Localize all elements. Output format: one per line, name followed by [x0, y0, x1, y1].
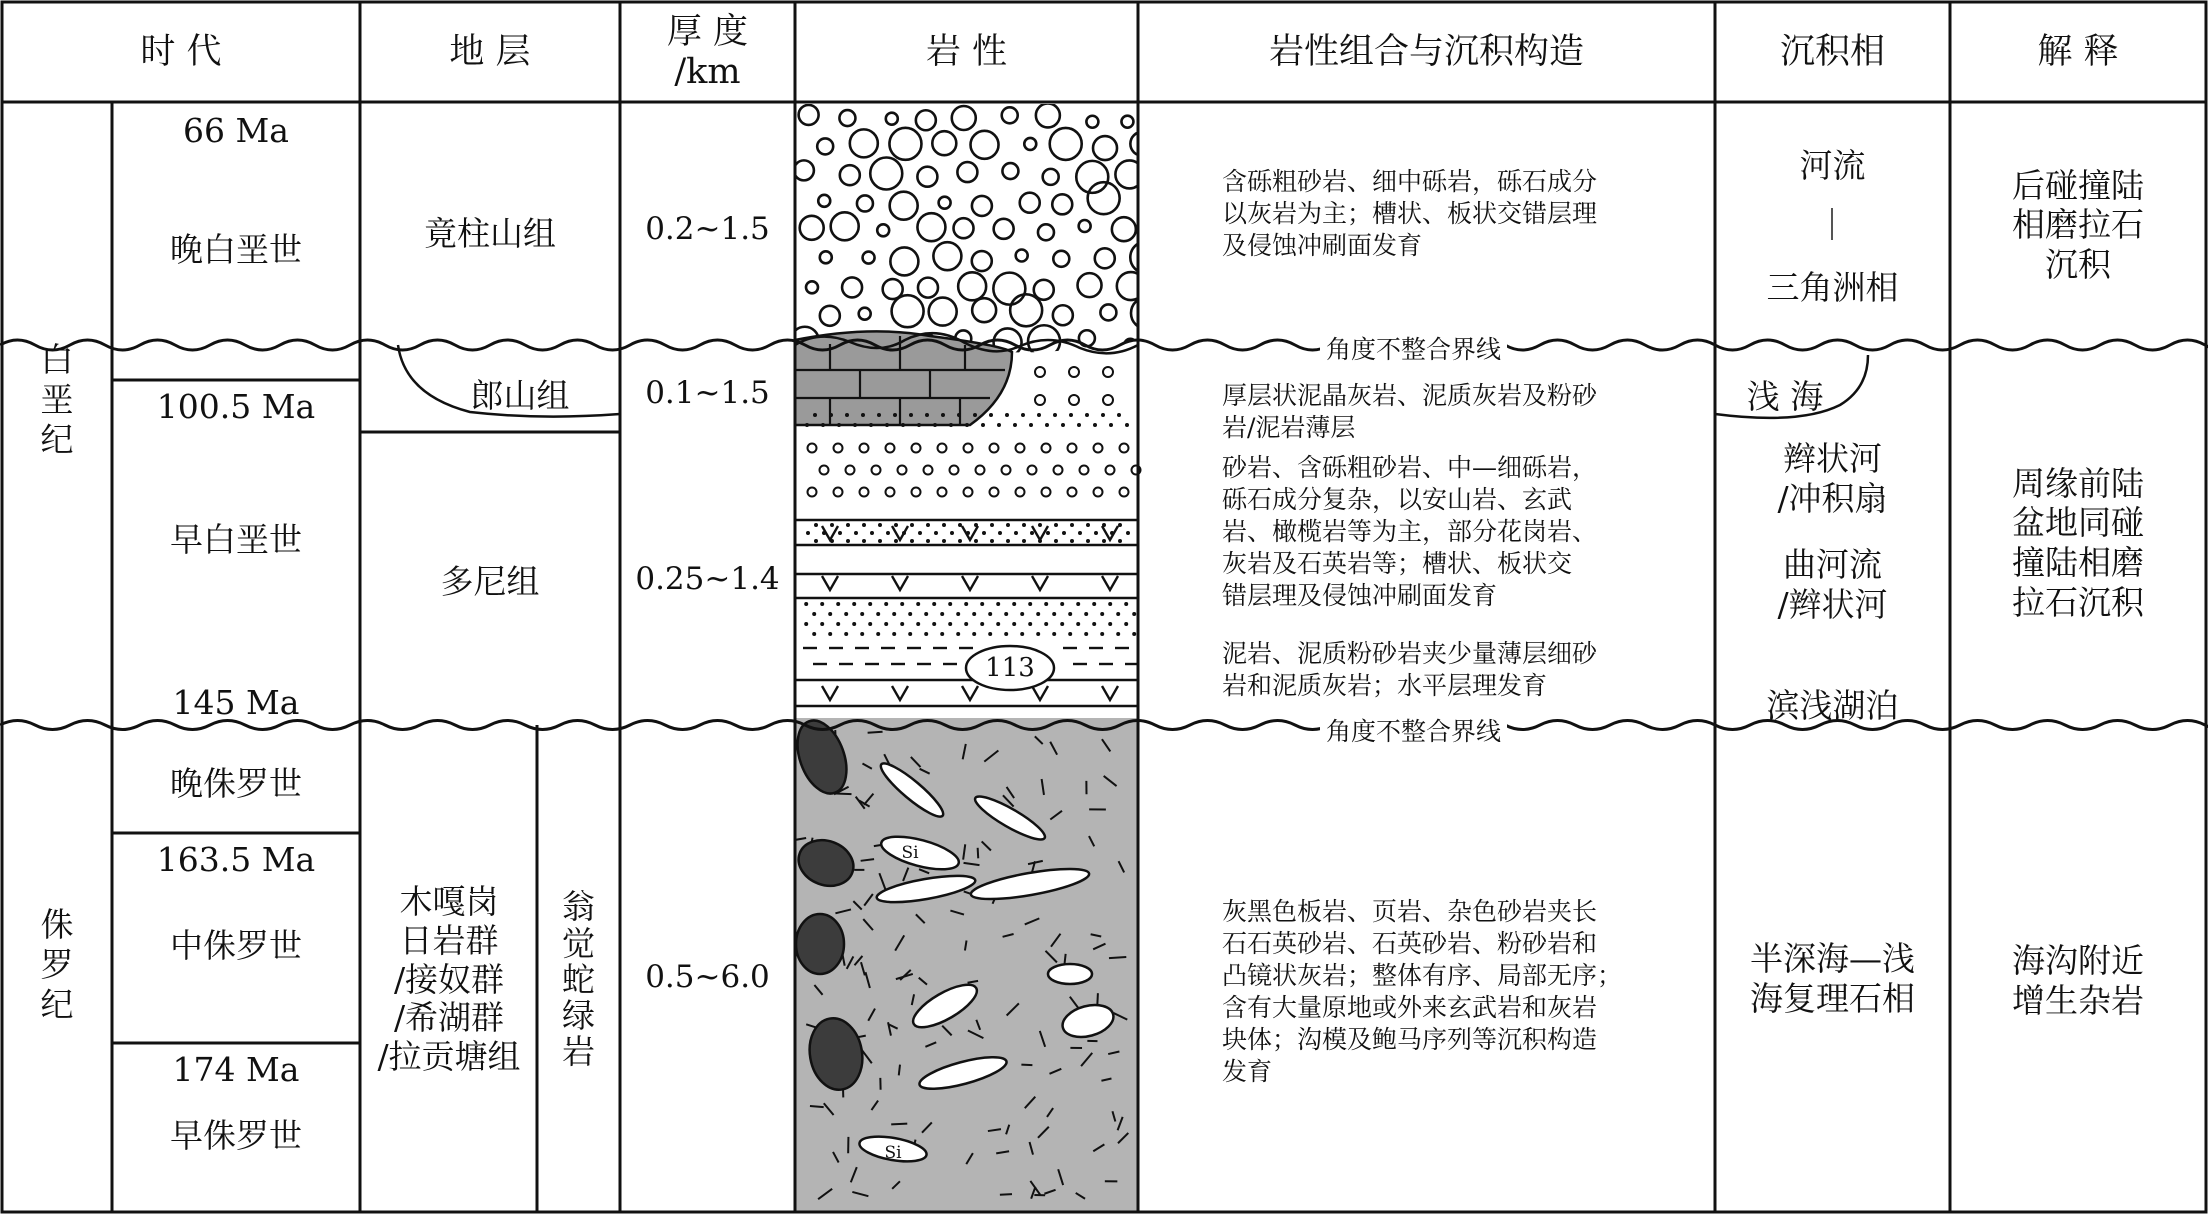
sand-dot: [988, 632, 992, 636]
sand-dot: [956, 612, 960, 616]
sand-dot: [932, 602, 936, 606]
sand-dot: [1030, 531, 1034, 535]
sand-dot: [989, 413, 993, 417]
sand-dot: [836, 602, 840, 606]
assemblage-jingzhushan: 含砾粗砂岩、细中砾岩，砾石成分 以灰岩为主；槽状、板状交错层理 及侵蚀冲刷面发育: [1222, 167, 1598, 260]
sand-dot: [892, 632, 896, 636]
sand-dot: [1069, 413, 1073, 417]
basalt-block: [796, 914, 844, 974]
sand-dot: [980, 622, 984, 626]
sand-dot: [828, 632, 832, 636]
sand-dot: [805, 423, 809, 427]
melange-dash: [868, 732, 883, 733]
sand-dot: [1108, 622, 1112, 626]
sand-dot: [1094, 531, 1098, 535]
sand-dot: [1052, 632, 1056, 636]
sand-dot: [1020, 632, 1024, 636]
sand-dot: [1068, 632, 1072, 636]
melange-dash: [1000, 1194, 1012, 1195]
melange-dash: [899, 1065, 900, 1076]
sand-dot: [900, 622, 904, 626]
sand-dot: [1101, 413, 1105, 417]
sand-dot: [846, 539, 850, 543]
sand-dot: [846, 523, 850, 527]
facies-meander: 曲河流 /辫状河: [1777, 545, 1888, 624]
sand-dot: [918, 531, 922, 535]
assemblage-langshan: 厚层状泥晶灰岩、泥质灰岩及粉砂 岩/泥岩薄层: [1222, 381, 1598, 442]
sand-dot: [1037, 413, 1041, 417]
formation-duoni: 多尼组: [440, 561, 540, 601]
sand-dot: [806, 531, 810, 535]
sand-dot: [964, 602, 968, 606]
sand-dot: [958, 539, 962, 543]
sand-dot: [1070, 523, 1074, 527]
sand-dot: [1100, 632, 1104, 636]
sand-dot: [941, 413, 945, 417]
melange-dash: [810, 1106, 824, 1107]
sand-dot: [1109, 423, 1113, 427]
sand-dot: [1086, 523, 1090, 527]
melange-dash: [1109, 957, 1126, 958]
facies-delta: 三角洲相: [1766, 267, 1899, 307]
sand-dot: [829, 413, 833, 417]
sand-dot: [932, 622, 936, 626]
sand-dot: [860, 632, 864, 636]
sand-dot: [1038, 523, 1042, 527]
sand-dot: [813, 413, 817, 417]
formation-jingzhushan: 竟柱山组: [424, 213, 556, 253]
age-113-label: 113: [985, 653, 1035, 683]
age-174ma: 174 Ma: [172, 1049, 300, 1089]
thickness-jingzhushan: 0.2~1.5: [645, 211, 770, 247]
sand-dot: [1006, 539, 1010, 543]
sand-dot: [876, 632, 880, 636]
sand-dot: [820, 622, 824, 626]
sand-dot: [980, 602, 984, 606]
sand-dot: [1044, 602, 1048, 606]
sand-dot: [876, 612, 880, 616]
header-era: 时 代: [140, 31, 222, 72]
sand-dot: [981, 423, 985, 427]
formation-langshan: 郎山组: [470, 375, 570, 415]
sand-dot: [1004, 612, 1008, 616]
epoch-early-jurassic: 早侏罗世: [170, 1115, 302, 1155]
sand-dot: [1005, 413, 1009, 417]
assemblage-duoni-upper: 砂岩、含砾粗砂岩、中—细砾岩， 砾石成分复杂，以安山岩、玄武 岩、橄榄岩等为主，部分花岗岩、 灰岩及石英岩等；槽状、板状交 错层理及侵蚀冲刷面发育: [1222, 453, 1598, 610]
sand-dot: [812, 612, 816, 616]
sand-dot: [1092, 602, 1096, 606]
sand-dot: [940, 612, 944, 616]
sand-dot: [892, 612, 896, 616]
sand-dot: [988, 612, 992, 616]
sand-dot: [1092, 622, 1096, 626]
sand-dot: [1006, 523, 1010, 527]
sand-dot: [844, 612, 848, 616]
formation-wengjue: 翁 觉 蛇 绿 岩: [562, 887, 595, 1072]
period-cretaceous: 白 垩 纪: [40, 339, 74, 460]
sand-dot: [996, 622, 1000, 626]
sand-dot: [1054, 539, 1058, 543]
sand-dot: [868, 622, 872, 626]
sand-dot: [974, 539, 978, 543]
interpretation-early-cretaceous: 周缘前陆 盆地同碰 撞陆相磨 拉石沉积: [2012, 463, 2144, 622]
sand-dot: [948, 602, 952, 606]
sand-dot: [926, 523, 930, 527]
sand-dot: [1028, 622, 1032, 626]
sand-dot: [1045, 423, 1049, 427]
sand-dot: [916, 602, 920, 606]
sand-dot: [965, 423, 969, 427]
sand-dot: [885, 423, 889, 427]
sand-dot: [862, 539, 866, 543]
sand-dot: [1093, 423, 1097, 427]
unconformity-label-lower: 角度不整合界线: [1320, 716, 1507, 748]
sand-dot: [997, 423, 1001, 427]
sand-dot: [964, 622, 968, 626]
sand-dot: [957, 413, 961, 417]
sand-dot: [837, 423, 841, 427]
header-interpretation: 解 释: [2037, 31, 2119, 72]
sand-dot: [853, 423, 857, 427]
sand-dot: [1013, 423, 1017, 427]
sand-dot: [894, 539, 898, 543]
header-thickness: 厚 度 /km: [666, 11, 749, 92]
sand-dot: [804, 622, 808, 626]
sand-dot: [1070, 539, 1074, 543]
sand-dot: [1022, 523, 1026, 527]
header-strata: 地 层: [449, 31, 531, 72]
age-145ma: 145 Ma: [172, 682, 300, 722]
sand-dot: [1125, 423, 1129, 427]
epoch-middle-jurassic: 中侏罗世: [170, 925, 302, 965]
sand-dot: [878, 539, 882, 543]
sand-dot: [1126, 531, 1130, 535]
sand-dot: [860, 612, 864, 616]
sand-dot: [1052, 612, 1056, 616]
interpretation-jurassic: 海沟附近 增生杂岩: [2012, 941, 2144, 1020]
sand-dot: [838, 531, 842, 535]
facies-river: 河流: [1799, 145, 1866, 185]
sand-dot: [1084, 632, 1088, 636]
sand-dot: [886, 531, 890, 535]
sand-dot: [925, 413, 929, 417]
sand-dot: [1004, 632, 1008, 636]
sand-dot: [972, 632, 976, 636]
sand-dot: [917, 423, 921, 427]
sand-dot: [990, 539, 994, 543]
epoch-late-jurassic: 晚侏罗世: [170, 763, 302, 803]
sand-dot: [909, 413, 913, 417]
sand-dot: [1077, 423, 1081, 427]
sand-dot: [1102, 539, 1106, 543]
sand-dot: [940, 632, 944, 636]
sand-dot: [1062, 531, 1066, 535]
sand-dot: [1020, 612, 1024, 616]
sand-dot: [1132, 612, 1136, 616]
sand-dot: [942, 539, 946, 543]
sand-dot: [852, 622, 856, 626]
sand-dot: [1046, 531, 1050, 535]
sand-dot: [1044, 622, 1048, 626]
sand-dot: [845, 413, 849, 417]
sand-dot: [1012, 602, 1016, 606]
sand-dot: [996, 602, 1000, 606]
sand-dot: [844, 632, 848, 636]
header-assemblage: 岩性组合与沉积构造: [1268, 31, 1584, 72]
sand-dot: [1116, 612, 1120, 616]
sand-dot: [821, 423, 825, 427]
sand-dot: [934, 531, 938, 535]
melange-dash: [891, 1124, 907, 1125]
sand-dot: [910, 539, 914, 543]
sand-dot: [901, 423, 905, 427]
sand-dot: [1086, 539, 1090, 543]
facies-flysch: 半深海—浅 海复理石相: [1750, 939, 1915, 1018]
sand-dot: [1116, 632, 1120, 636]
sand-dot: [924, 612, 928, 616]
sand-dot: [1084, 612, 1088, 616]
melange-dash: [836, 794, 852, 795]
sand-dot: [908, 632, 912, 636]
period-jurassic: 侏 罗 纪: [40, 904, 74, 1025]
sand-dot: [1061, 423, 1065, 427]
facies-lake: 滨浅湖泊: [1766, 685, 1899, 725]
age-100-5ma: 100.5 Ma: [156, 386, 316, 426]
sand-dot: [1108, 602, 1112, 606]
unconformity-label-upper: 角度不整合界线: [1320, 334, 1507, 366]
melange-dash: [1021, 1065, 1032, 1066]
sand-dot: [1022, 539, 1026, 543]
sand-dot: [924, 632, 928, 636]
sand-dot: [1060, 602, 1064, 606]
sand-dot: [1132, 632, 1136, 636]
sand-dot: [998, 531, 1002, 535]
sand-dot: [1117, 413, 1121, 417]
age-66ma: 66 Ma: [183, 110, 289, 150]
sand-dot: [956, 632, 960, 636]
assemblage-duoni-lower: 泥岩、泥质粉砂岩夹少量薄层细砂 岩和泥质灰岩；水平层理发育: [1222, 639, 1598, 700]
sand-dot: [828, 612, 832, 616]
epoch-late-cretaceous: 晚白垩世: [170, 229, 302, 269]
sand-dot: [973, 413, 977, 417]
sand-dot: [893, 413, 897, 417]
epoch-early-cretaceous: 早白垩世: [170, 519, 302, 559]
sand-dot: [869, 423, 873, 427]
sand-dot: [868, 602, 872, 606]
sand-dot: [812, 632, 816, 636]
sand-dot: [950, 531, 954, 535]
facies-braided: 辫状河 /冲积扇: [1777, 439, 1888, 518]
sand-dot: [949, 423, 953, 427]
sand-dot: [1036, 632, 1040, 636]
sand-dot: [1076, 602, 1080, 606]
header-lithology: 岩 性: [925, 31, 1008, 72]
sand-dot: [870, 531, 874, 535]
sand-dot: [1124, 622, 1128, 626]
thickness-jurassic: 0.5~6.0: [645, 959, 770, 995]
age-163-5ma: 163.5 Ma: [156, 839, 316, 879]
sand-dot: [854, 531, 858, 535]
sand-dot: [1029, 423, 1033, 427]
sand-dot: [878, 523, 882, 527]
sand-dot: [1014, 531, 1018, 535]
formation-mugagang: 木嘎岗 日岩群 /接奴群 /希湖群 /拉贡塘组: [377, 882, 521, 1076]
sand-dot: [836, 622, 840, 626]
sand-dot: [861, 413, 865, 417]
interpretation-late-cretaceous: 后碰撞陆 相磨拉石 沉积: [2012, 165, 2144, 284]
limestone-block: [1048, 964, 1092, 984]
header-facies: 沉积相: [1779, 31, 1885, 72]
sand-dot: [862, 523, 866, 527]
sand-dot: [1076, 622, 1080, 626]
sand-dot: [1060, 622, 1064, 626]
sand-dot: [1028, 602, 1032, 606]
sand-dot: [894, 523, 898, 527]
sand-dot: [942, 523, 946, 527]
facies-shallow-sea: 浅 海: [1746, 376, 1824, 416]
sand-dot: [1012, 622, 1016, 626]
sand-dot: [916, 622, 920, 626]
sand-dot: [820, 602, 824, 606]
thickness-duoni: 0.25~1.4: [635, 561, 780, 597]
sand-dot: [1124, 602, 1128, 606]
sand-dot: [804, 602, 808, 606]
sand-dot: [1054, 523, 1058, 527]
sand-dot: [972, 612, 976, 616]
sand-dot: [926, 539, 930, 543]
si-label-upper: Si: [901, 843, 919, 863]
sand-dot: [908, 612, 912, 616]
sand-dot: [1085, 413, 1089, 417]
thickness-langshan: 0.1~1.5: [645, 375, 770, 411]
sand-dot: [1118, 539, 1122, 543]
sand-dot: [910, 523, 914, 527]
sand-dot: [814, 523, 818, 527]
sand-dot: [948, 622, 952, 626]
sand-dot: [877, 413, 881, 417]
sand-dot: [1053, 413, 1057, 417]
sand-dot: [900, 602, 904, 606]
sand-dot: [933, 423, 937, 427]
sand-dot: [814, 539, 818, 543]
assemblage-jurassic: 灰黑色板岩、页岩、杂色砂岩夹长 石石英砂岩、石英砂岩、粉砂岩和 凸镜状灰岩；整体有序、局部无序； 含有大量原地或外来玄武岩和灰岩 块体；沟模及鲍马序列等沉积构造 发育: [1222, 897, 1623, 1086]
sand-dot: [1068, 612, 1072, 616]
sand-dot: [852, 602, 856, 606]
si-label-lower: Si: [884, 1143, 902, 1163]
sand-dot: [990, 523, 994, 527]
sand-dot: [884, 622, 888, 626]
sand-dot: [1100, 612, 1104, 616]
sand-dot: [830, 523, 834, 527]
sand-dot: [1078, 531, 1082, 535]
sand-dot: [1036, 612, 1040, 616]
melange-dash: [978, 848, 979, 859]
sand-dot: [884, 602, 888, 606]
sand-dot: [1021, 413, 1025, 417]
sand-dot: [982, 531, 986, 535]
